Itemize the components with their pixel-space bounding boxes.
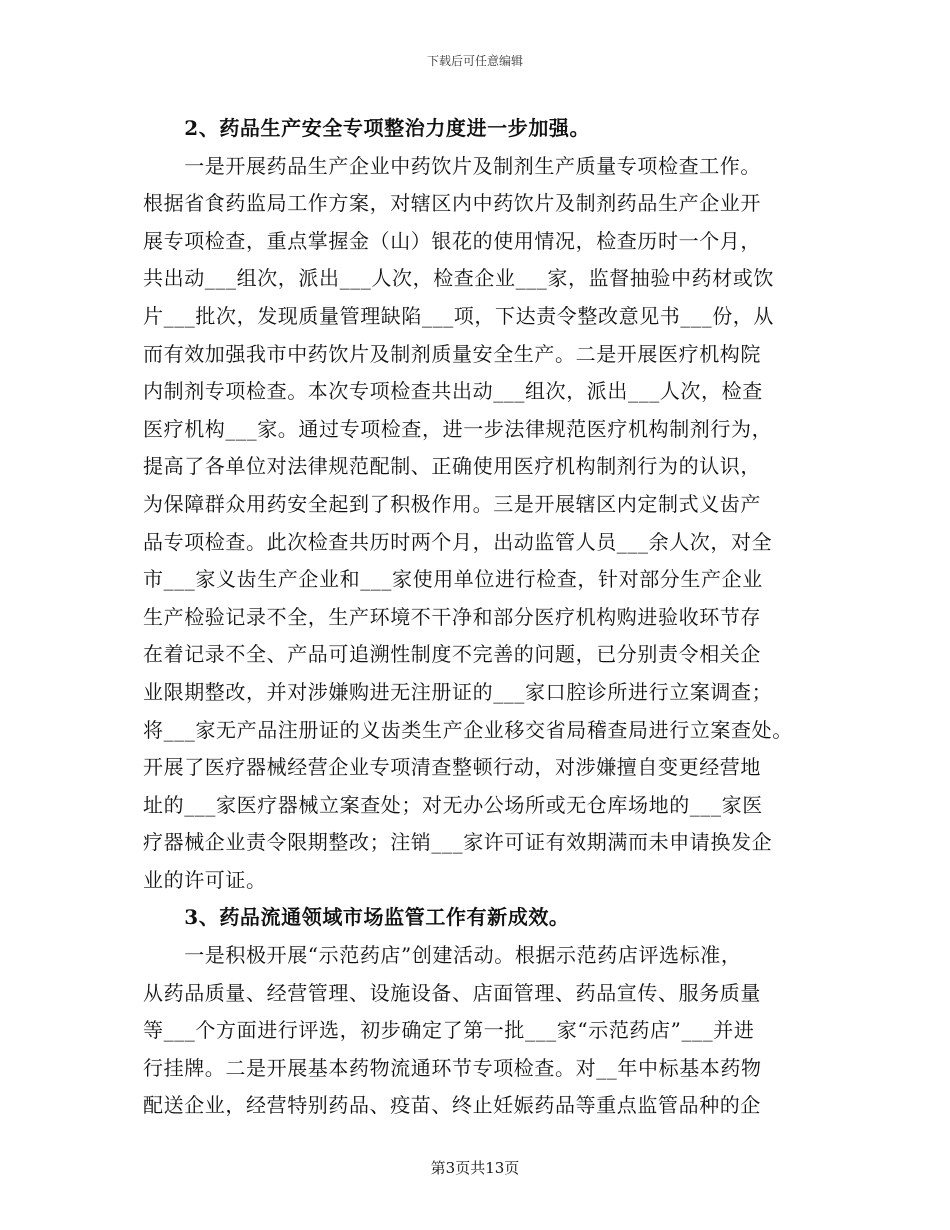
body-text-line: 业限期整改，并对涉嫌购进无注册证的___家口腔诊所进行立案调查；	[143, 679, 773, 704]
header-note: 下载后可任意编辑	[426, 54, 523, 68]
section-heading: 2、药品生产安全专项整治力度进一步加强。	[143, 116, 591, 140]
page-number: 第3页共13页	[430, 1159, 520, 1177]
section-heading: 3、药品流通领域市场监管工作有新成效。	[143, 905, 570, 930]
body-text-line: 一是积极开展“示范药店”创建活动。根据示范药店评选标准，	[143, 943, 742, 968]
body-text-line: 址的___家医疗器械立案查处；对无办公场所或无仓库场地的___家医	[143, 792, 763, 817]
body-text-line: 业的许可证。	[143, 867, 267, 892]
body-text-line: 而有效加强我市中药饮片及制剂质量安全生产。二是开展医疗机构院	[143, 341, 761, 366]
body-text-line: 提高了各单位对法律规范配制、正确使用医疗机构制剂行为的认识，	[143, 454, 761, 479]
body-text-line: 行挂牌。二是开展基本药物流通环节专项检查。对__年中标基本药物	[143, 1055, 762, 1080]
document-body	[143, 110, 811, 1125]
body-text-line: 片___批次，发现质量管理缺陷___项，下达责令整改意见书___份，从	[143, 303, 774, 328]
body-text-line: 共出动___组次，派出___人次，检查企业___家，监督抽验中药材或饮	[143, 266, 774, 291]
body-text-line: 品专项检查。此次检查共历时两个月，出动监管人员___余人次，对全	[143, 529, 773, 554]
body-text-line: 医疗机构___家。通过专项检查，进一步法律规范医疗机构制剂行为，	[143, 416, 773, 441]
body-text-line: 生产检验记录不全，生产环境不干净和部分医疗机构购进验收环节存	[143, 604, 761, 629]
body-text-line: 内制剂专项检查。本次专项检查共出动___组次，派出___人次，检查	[143, 379, 763, 404]
body-text-line: 在着记录不全、产品可追溯性制度不完善的问题，已分别责令相关企	[143, 642, 761, 667]
body-text-line: 展专项检查，重点掌握金（山）银花的使用情况，检查历时一个月，	[143, 228, 761, 253]
body-text-line: 等___个方面进行评选，初步确定了第一批___家“示范药店”___并进	[143, 1018, 755, 1043]
body-text-line: 根据省食药监局工作方案，对辖区内中药饮片及制剂药品生产企业开	[143, 191, 761, 216]
body-text-line: 疗器械企业责令限期整改；注销___家许可证有效期满而未申请换发企	[143, 830, 773, 855]
body-text-line: 开展了医疗器械经营企业专项清查整顿行动，对涉嫌擅自变更经营地	[143, 755, 761, 780]
body-text-line: 市___家义齿生产企业和___家使用单位进行检查，针对部分生产企业	[143, 567, 763, 592]
body-text-line: 一是开展药品生产企业中药饮片及制剂生产质量专项检查工作。	[143, 153, 761, 178]
body-text-line: 配送企业，经营特别药品、疫苗、终止妊娠药品等重点监管品种的企	[143, 1093, 761, 1118]
body-text-line: 将___家无产品注册证的义齿类生产企业移交省局稽查局进行立案查处。	[143, 717, 793, 742]
body-text-line: 为保障群众用药安全起到了积极作用。三是开展辖区内定制式义齿产	[143, 491, 761, 516]
body-text-line: 从药品质量、经营管理、设施设备、店面管理、药品宣传、服务质量	[143, 980, 761, 1005]
